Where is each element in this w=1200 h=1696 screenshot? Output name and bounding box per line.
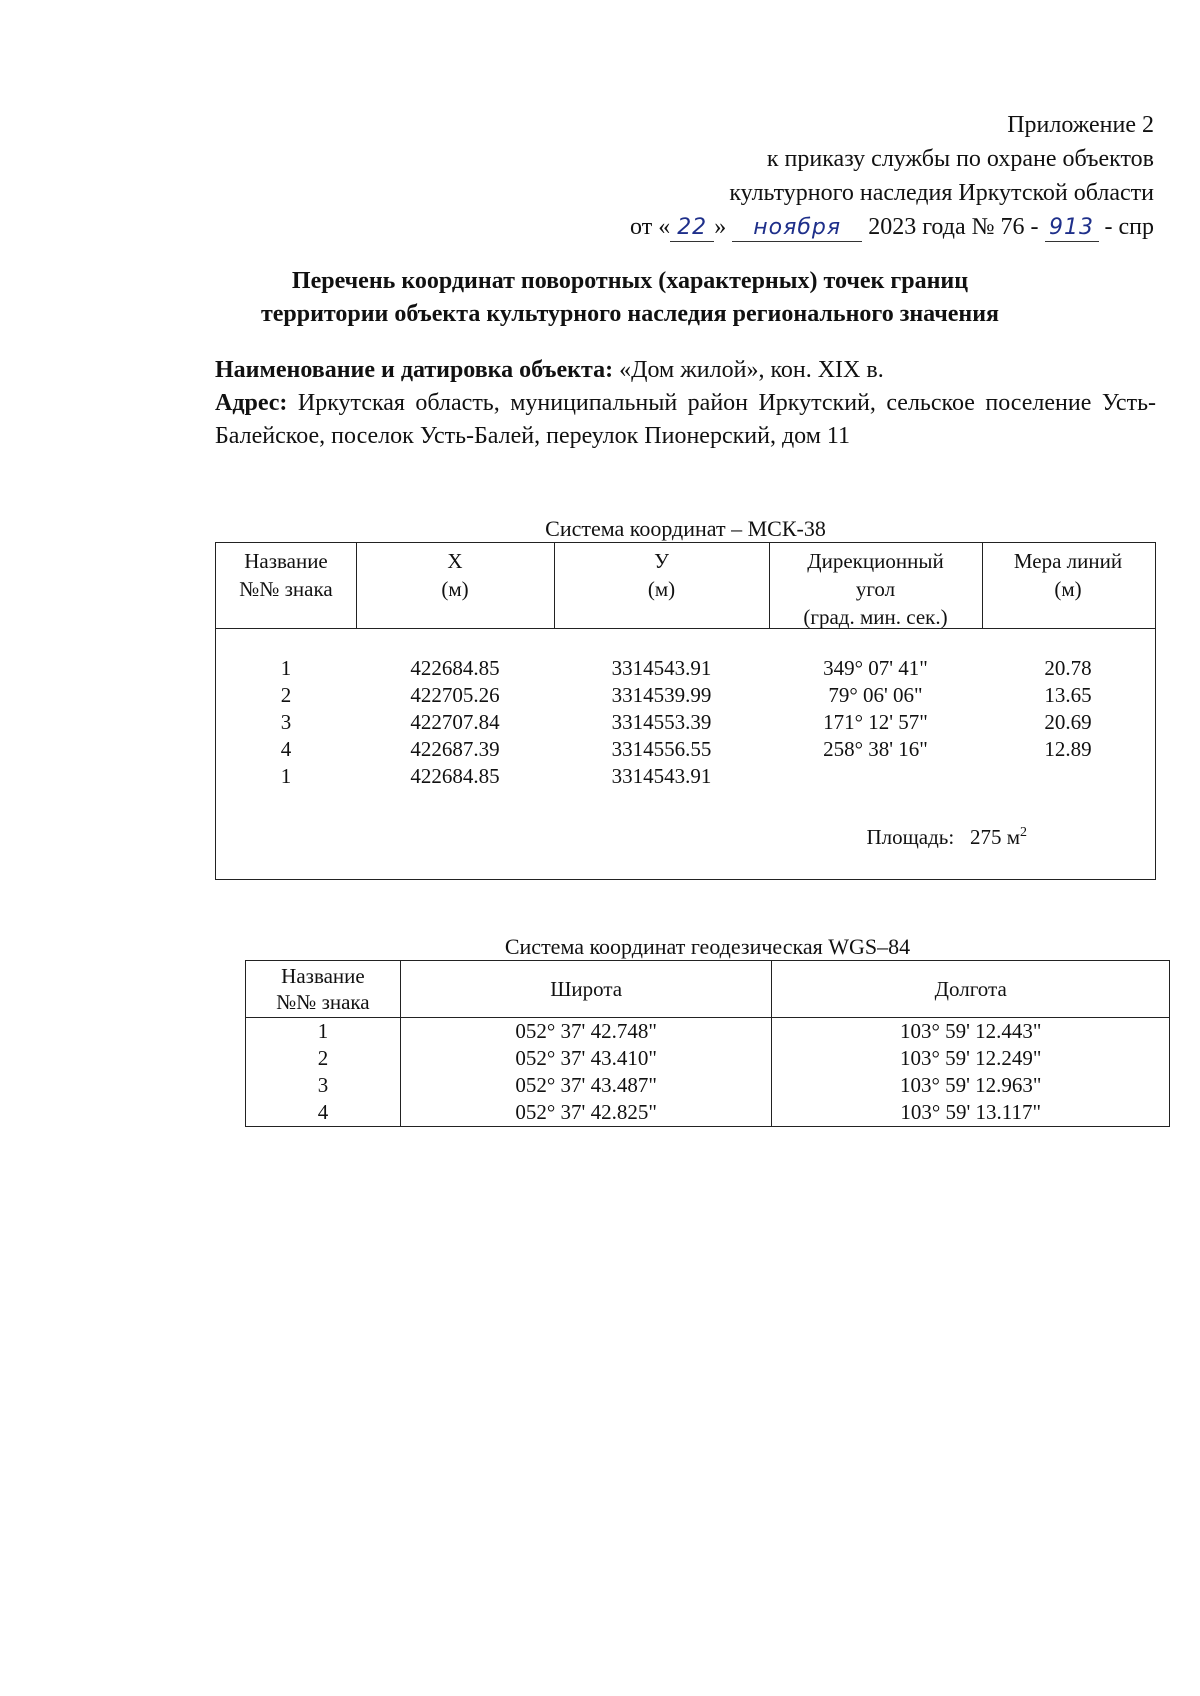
object-name-label: Наименование и датировка объекта: [215,357,614,383]
wgs-header-name: Название №№ знака [246,961,401,1018]
table-row: 1 422684.85 3314543.91 349° 07' 41" 20.78 [280,656,1092,680]
msk-header-x: Х (м) [441,549,469,601]
appendix-header [630,108,1154,244]
wgs-header-lon: Долгота [772,961,1170,1018]
date-prefix: от « [630,214,671,240]
table-row: 4 052° 37' 42.825" 103° 59' 13.117" [246,1099,1170,1127]
document-title [180,265,1080,331]
title-line-1: Перечень координат поворотных (характерных) точек границ [291,268,969,294]
msk-header-angle: Дирекционный угол (град. мин. сек.) [803,549,948,629]
date-year-order: 2023 года № 76 - [868,214,1039,240]
handwritten-order-number: 913 [1045,215,1099,242]
object-address-value: Иркутская область, муниципальный район Иркутский, сельское поселение Усть-Балейское, поселок Усть-Балей, переулок Пионерский, дом 11 [215,390,1157,449]
area-value: 275 м [969,825,1020,849]
appendix-agency: культурного наследия Иркутской области [729,180,1154,206]
msk-header-row [216,543,1155,629]
handwritten-month: ноября [732,215,862,242]
appendix-number: Приложение 2 [1007,112,1154,138]
table-row: 2 052° 37' 43.410" 103° 59' 12.249" [246,1045,1170,1072]
msk-header-y: У (м) [647,549,676,601]
table-row: 3 422707.84 3314553.39 171° 12' 57" 20.69 [280,710,1092,734]
area-label: Площадь: [866,825,955,849]
msk-table-caption: Система координат – МСК-38 [545,516,826,541]
order-suffix: - спр [1104,214,1154,240]
handwritten-day: 22 [670,215,714,242]
object-address-label: Адрес: [215,390,288,416]
area-unit-exponent: 2 [1020,825,1027,840]
msk-header-length: Мера линий (м) [1013,549,1123,601]
appendix-order-ref: к приказу службы по охране объектов [766,146,1154,172]
object-name-line [215,354,1156,387]
area-total [866,819,1027,851]
table-row: 4 422687.39 3314556.55 258° 38' 16" 12.89 [280,737,1092,761]
object-info [215,354,1156,453]
table-row: 3 052° 37' 43.487" 103° 59' 12.963" [246,1072,1170,1099]
wgs-coordinates-table [245,960,1170,1127]
date-quote-close: » [714,214,727,240]
object-address-line [215,387,1156,453]
msk-coordinates-table [215,542,1156,880]
table-row: 1 422684.85 3314543.91 [280,764,712,788]
table-row: 2 422705.26 3314539.99 79° 06' 06" 13.65 [280,683,1092,707]
table-row: 1 052° 37' 42.748" 103° 59' 12.443" [246,1018,1170,1046]
msk-header-name: Название №№ знака [239,549,333,601]
wgs-header-lat: Широта [400,961,772,1018]
title-line-2: территории объекта культурного наследия регионального значения [260,301,1000,327]
appendix-date-line [630,210,1154,244]
wgs-header-row [246,961,1170,1018]
object-name-value: «Дом жилой», кон. XIX в. [619,357,884,383]
wgs-table-caption: Система координат геодезическая WGS–84 [504,934,911,959]
